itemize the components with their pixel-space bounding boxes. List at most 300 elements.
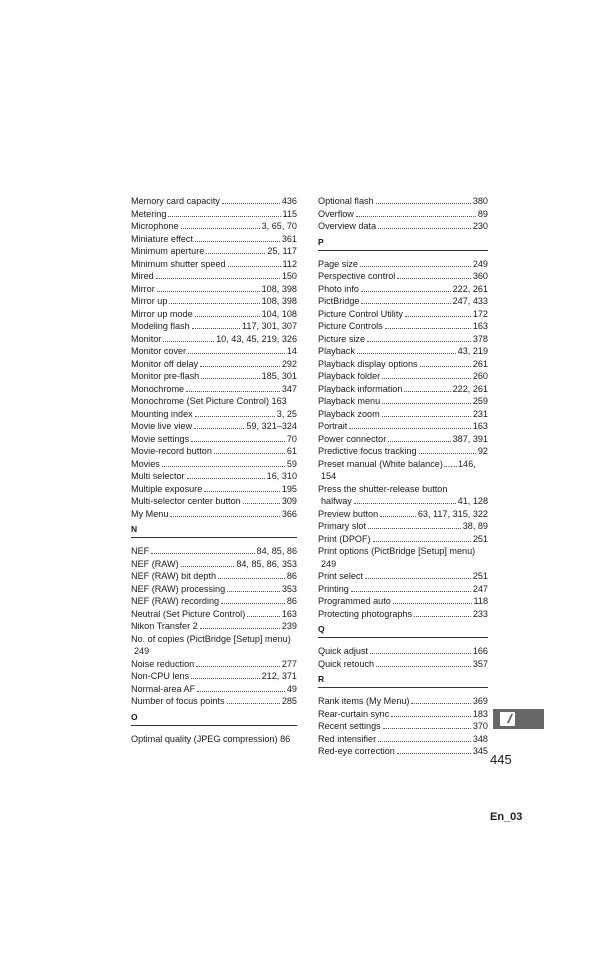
index-pages: 43, 219: [457, 346, 488, 356]
index-entry: [318, 208, 488, 221]
leader-dots: [376, 202, 471, 204]
index-entry: [318, 645, 488, 658]
index-term: Power connector: [318, 433, 387, 444]
index-pages: 249: [134, 646, 150, 656]
index-entry: [318, 745, 488, 758]
index-pages: 108, 398: [261, 283, 297, 294]
index-entry: [318, 545, 488, 570]
leader-dots: [388, 440, 450, 442]
index-entry: [131, 570, 297, 583]
leader-dots: [382, 415, 471, 417]
index-pages: 163: [472, 321, 488, 331]
page-number: 445: [490, 752, 512, 767]
index-column-left: [131, 195, 297, 745]
index-entry: [131, 220, 297, 233]
index-entry: [131, 470, 297, 483]
index-entry: [318, 270, 488, 283]
index-pages: 118: [473, 596, 488, 606]
index-pages: 150: [281, 271, 297, 281]
index-term: NEF (RAW): [131, 558, 179, 569]
index-entry: [131, 245, 297, 258]
index-pages: 14: [286, 346, 297, 356]
index-term: Picture Control Utility: [318, 308, 403, 319]
index-pages: 59: [286, 458, 297, 469]
index-term: Picture size: [318, 333, 366, 344]
index-entry: [318, 483, 488, 508]
index-entry: [131, 420, 297, 433]
index-entry: [131, 208, 297, 221]
leader-dots: [227, 702, 280, 704]
leader-dots: [378, 227, 471, 229]
index-pages: 251: [472, 533, 488, 544]
index-pages: 92: [477, 446, 488, 456]
leader-dots: [192, 327, 240, 329]
leader-dots: [397, 752, 471, 754]
index-term: Page size: [318, 258, 358, 269]
index-entry: [131, 495, 297, 508]
index-pages: 84, 85, 86, 353: [236, 558, 297, 569]
index-pages: 231: [472, 408, 488, 419]
index-entry: [131, 195, 297, 208]
index-pages: 25, 117: [267, 246, 297, 256]
index-entry: [131, 320, 297, 333]
leader-dots: [382, 377, 471, 379]
leader-dots: [351, 590, 471, 592]
index-pages: 387, 391: [452, 433, 488, 444]
index-pages: 292: [281, 358, 297, 369]
leader-dots: [349, 427, 471, 429]
leader-dots: [357, 352, 456, 354]
index-term: Playback information: [318, 383, 403, 394]
index-entry: [318, 733, 488, 746]
index-term: Number of focus points: [131, 696, 225, 706]
index-pages: 380: [472, 196, 488, 206]
index-term: Minimum aperture: [131, 246, 205, 256]
index-term: Red intensifier: [318, 733, 377, 744]
index-term: Rear-curtain sync: [318, 708, 390, 719]
index-entry: [318, 320, 488, 333]
index-entry: [318, 695, 488, 708]
index-term: Multi selector: [131, 471, 185, 481]
index-pages: 104, 108: [261, 308, 297, 319]
index-entry: [131, 408, 297, 421]
index-term: Playback: [318, 346, 355, 356]
index-pages: 239: [281, 621, 297, 631]
leader-dots: [194, 427, 244, 429]
index-pages: 230: [472, 221, 488, 231]
index-term: NEF (RAW) bit depth: [131, 571, 217, 581]
index-entry: [131, 333, 297, 346]
index-term: My Menu: [131, 508, 169, 519]
index-term: Mirror: [131, 283, 155, 294]
leader-dots: [393, 602, 472, 604]
index-pages: 59, 321–324: [246, 421, 297, 431]
leader-dots: [368, 527, 461, 529]
index-term: Memory card capacity: [131, 196, 220, 206]
leader-dots: [169, 302, 259, 304]
index-term: Playback folder: [318, 371, 381, 381]
index-letter-heading: O: [131, 708, 297, 726]
index-pages: 247: [472, 583, 488, 594]
index-term: Movie-record button: [131, 446, 212, 456]
index-term: Print options (PictBridge [Setup] menu): [318, 546, 476, 556]
index-term: Protecting photographs: [318, 608, 413, 619]
leader-dots: [360, 265, 471, 267]
index-entry: [318, 395, 488, 408]
index-entry: [131, 608, 297, 621]
index-term: NEF (RAW) processing: [131, 583, 226, 594]
leader-dots: [228, 265, 281, 267]
index-entry: [318, 433, 488, 446]
index-pages: 212, 371: [261, 671, 297, 681]
index-term: Recent settings: [318, 721, 381, 731]
index-term: Press the shutter-release button: [318, 483, 448, 494]
index-entry: [318, 345, 488, 358]
index-pages: 353: [281, 583, 297, 594]
leader-dots: [201, 377, 259, 379]
index-pages: 84, 85, 86: [256, 546, 297, 556]
index-entry: [318, 308, 488, 321]
index-term: Playback zoom: [318, 408, 380, 419]
index-entry: [131, 545, 297, 558]
index-letter-heading: Q: [318, 620, 488, 638]
index-entry: [318, 520, 488, 533]
leader-dots: [191, 440, 285, 442]
index-pages: 222, 261: [452, 383, 488, 394]
leader-dots: [195, 240, 280, 242]
index-term: Movie live view: [131, 421, 193, 431]
index-term: Multi-selector center button: [131, 496, 241, 506]
leader-dots: [404, 390, 450, 392]
index-entry: [131, 733, 297, 746]
index-entry: [131, 233, 297, 246]
index-pages: 41, 128: [457, 496, 488, 506]
leader-dots: [227, 590, 280, 592]
index-term: Nikon Transfer 2: [131, 621, 198, 631]
index-entry: [131, 670, 297, 683]
index-pages: 370: [472, 721, 488, 731]
index-entry: [318, 358, 488, 371]
index-entry: [318, 508, 488, 521]
index-entry: [131, 270, 297, 283]
index-term: Playback display options: [318, 358, 418, 369]
index-term: Microphone: [131, 221, 179, 231]
index-pages: 247, 433: [452, 296, 488, 306]
leader-dots: [385, 327, 471, 329]
leader-dots: [157, 290, 260, 292]
leader-dots: [221, 602, 285, 604]
index-pages: 108, 398: [261, 296, 297, 306]
index-term: NEF (RAW) recording: [131, 596, 220, 606]
index-entry: [318, 708, 488, 721]
index-entry: [131, 283, 297, 296]
index-entry: [318, 570, 488, 583]
index-pages: 436: [281, 196, 297, 206]
index-entry: [318, 283, 488, 296]
index-entry: [131, 483, 297, 496]
index-pages: 163: [281, 608, 297, 619]
index-entry: [318, 583, 488, 596]
index-pages: 163: [271, 396, 287, 406]
index-entry: [131, 308, 297, 321]
index-pages: 309: [281, 496, 297, 506]
index-entry: [131, 370, 297, 383]
index-pages: 369: [472, 696, 488, 706]
leader-dots: [391, 715, 471, 717]
index-pages: 360: [472, 271, 488, 281]
leader-dots: [181, 227, 260, 229]
index-term: Monitor cover: [131, 346, 187, 356]
footer-code: En_03: [490, 811, 523, 823]
index-letter-heading: P: [318, 233, 488, 251]
leader-dots: [218, 577, 285, 579]
index-entry: [318, 533, 488, 546]
index-entry: [131, 345, 297, 358]
index-entry: [131, 583, 297, 596]
index-term: Neutral (Set Picture Control): [131, 608, 246, 619]
index-term: Portrait: [318, 421, 348, 431]
index-entry: [318, 220, 488, 233]
index-pages: 260: [472, 371, 488, 381]
index-pages: 172: [472, 308, 488, 319]
index-pages: 89: [477, 208, 488, 219]
index-pages: 185, 301: [261, 371, 297, 381]
index-term: Red-eye correction: [318, 746, 395, 756]
leader-dots: [397, 277, 470, 279]
index-pages: 115: [282, 208, 297, 219]
index-term: Monitor: [131, 333, 162, 344]
index-term: Picture Controls: [318, 321, 383, 331]
index-term: Monitor off delay: [131, 358, 199, 369]
index-term: Mirror up: [131, 296, 168, 306]
leader-dots: [382, 402, 471, 404]
index-pages: 163: [472, 421, 488, 431]
index-term: Print select: [318, 571, 363, 581]
index-letter-heading: R: [318, 670, 488, 688]
index-entry: [131, 620, 297, 633]
leader-dots: [383, 727, 471, 729]
index-entry: [318, 258, 488, 271]
index-entry: [318, 333, 488, 346]
leader-dots: [151, 552, 254, 554]
index-pages: 285: [281, 696, 297, 706]
index-entry: [318, 595, 488, 608]
leader-dots: [200, 365, 280, 367]
index-pages: 3, 25: [276, 408, 297, 419]
leader-dots: [195, 415, 275, 417]
leader-dots: [243, 502, 280, 504]
index-entry: [131, 683, 297, 696]
index-pages: 347: [281, 383, 297, 394]
index-pages: 251: [472, 571, 488, 581]
leader-dots: [163, 340, 214, 342]
leader-dots: [200, 627, 280, 629]
leader-dots: [197, 690, 285, 692]
index-pages: 366: [281, 508, 297, 519]
leader-dots: [365, 577, 471, 579]
index-entry: [131, 445, 297, 458]
leader-dots: [170, 515, 279, 517]
index-term: Quick adjust: [318, 646, 369, 656]
index-term: Mounting index: [131, 408, 193, 419]
index-entry: [318, 608, 488, 621]
leader-dots: [380, 515, 416, 517]
index-pages: 49: [286, 683, 297, 694]
index-term: Optimal quality (JPEG compression): [131, 733, 278, 744]
leader-dots: [206, 252, 265, 254]
leader-dots: [411, 702, 470, 704]
index-term: Perspective control: [318, 271, 396, 281]
index-pages: 16, 310: [266, 471, 297, 481]
index-pages: 63, 117, 315, 322: [417, 508, 488, 519]
leader-dots: [419, 452, 476, 454]
index-term: Preset manual (White balance)......146,: [318, 458, 476, 469]
leader-dots: [187, 477, 265, 479]
index-entry: [131, 558, 297, 571]
index-pages: 86: [286, 596, 297, 606]
index-entry: [318, 195, 488, 208]
leader-dots: [356, 215, 476, 217]
leader-dots: [370, 652, 471, 654]
index-entry: [131, 295, 297, 308]
leader-dots: [204, 490, 280, 492]
index-term: Optional flash: [318, 196, 374, 206]
index-entry: [318, 383, 488, 396]
index-pages: 357: [472, 658, 488, 669]
index-column-right: [318, 195, 488, 758]
leader-dots: [414, 615, 471, 617]
index-term-continued: halfway: [321, 496, 352, 506]
leader-dots: [195, 315, 260, 317]
index-pages: 348: [472, 733, 488, 744]
index-term: Normal-area AF: [131, 683, 196, 694]
index-term: Modeling flash: [131, 321, 190, 331]
index-entry: [131, 695, 297, 708]
index-term: Photo info: [318, 283, 359, 294]
index-term: Printing: [318, 583, 349, 594]
index-pages: 183: [472, 708, 488, 719]
index-term: Primary slot: [318, 521, 366, 531]
index-pages: 195: [281, 483, 297, 494]
index-term: Multiple exposure: [131, 483, 203, 494]
leader-dots: [222, 202, 280, 204]
index-entry: [131, 633, 297, 658]
index-pages: 112: [282, 258, 297, 269]
index-pages: 345: [472, 746, 488, 756]
index-term: Mirror up mode: [131, 308, 193, 319]
index-pages: 38, 89: [462, 521, 488, 531]
index-entry: [131, 358, 297, 371]
index-entry: [318, 658, 488, 671]
leader-dots: [354, 502, 456, 504]
index-entry: [318, 720, 488, 733]
index-tab-icon: [500, 712, 515, 726]
leader-dots: [361, 302, 450, 304]
index-term: Programmed auto: [318, 596, 391, 606]
index-entry: [131, 383, 297, 396]
index-entry: [318, 295, 488, 308]
index-entry: [131, 658, 297, 671]
index-term: Mired: [131, 271, 154, 281]
leader-dots: [186, 390, 280, 392]
index-term: Non-CPU lens: [131, 671, 190, 681]
index-pages: 249: [321, 558, 337, 569]
leader-dots: [378, 740, 471, 742]
index-pages: 86: [280, 733, 291, 744]
index-pages: 277: [281, 658, 297, 669]
index-term: Overflow: [318, 208, 354, 219]
leader-dots: [214, 452, 285, 454]
leader-dots: [196, 665, 280, 667]
index-pages: 261: [472, 358, 488, 369]
index-term: Print (DPOF): [318, 533, 371, 544]
index-term: Quick retouch: [318, 658, 375, 669]
index-term: Miniature effect: [131, 233, 194, 244]
leader-dots: [376, 665, 471, 667]
index-pages: 86: [286, 571, 297, 581]
index-entry: [131, 433, 297, 446]
index-term: Rank items (My Menu): [318, 696, 410, 706]
index-term: Minimum shutter speed: [131, 258, 226, 269]
index-term: PictBridge: [318, 296, 360, 306]
index-subline: [318, 495, 488, 508]
index-pages: 249: [472, 258, 488, 269]
index-pages: 378: [472, 333, 488, 344]
index-term: No. of copies (PictBridge [Setup] menu): [131, 633, 291, 644]
leader-dots: [361, 290, 451, 292]
index-term: Playback menu: [318, 396, 381, 406]
leader-dots: [420, 365, 471, 367]
index-pages: 10, 43, 45, 219, 326: [216, 333, 297, 344]
index-entry: [131, 258, 297, 271]
index-term: Preview button: [318, 508, 379, 519]
index-entry: [318, 420, 488, 433]
index-term: Movie settings: [131, 433, 190, 444]
index-term: Metering: [131, 208, 167, 219]
index-term: Monitor pre-flash: [131, 371, 200, 381]
leader-dots: [188, 352, 285, 354]
index-entry: [131, 595, 297, 608]
index-entry: [318, 458, 488, 483]
leader-dots: [168, 215, 280, 217]
index-term: Noise reduction: [131, 658, 195, 669]
index-term: NEF: [131, 546, 150, 556]
leader-dots: [405, 315, 471, 317]
index-pages: 233: [472, 608, 488, 619]
index-term: Monochrome: [131, 383, 185, 394]
index-pages: 166: [472, 646, 488, 656]
index-pages: 259: [472, 396, 488, 406]
leader-dots: [162, 465, 285, 467]
index-term: Overview data: [318, 221, 377, 231]
leader-dots: [373, 540, 471, 542]
index-entry: [318, 408, 488, 421]
index-pages: 3, 65, 70: [261, 221, 297, 231]
index-entry: [131, 458, 297, 471]
index-entry: [131, 395, 297, 408]
index-pages: 361: [281, 233, 297, 244]
index-pages: 117, 301, 307: [242, 321, 297, 331]
index-term: Movies: [131, 458, 160, 469]
index-pages: 222, 261: [452, 283, 488, 294]
index-term: Monochrome (Set Picture Control): [131, 396, 269, 406]
index-entry: [318, 370, 488, 383]
leader-dots: [367, 340, 471, 342]
index-pages: 154: [321, 471, 337, 481]
leader-dots: [181, 565, 235, 567]
leader-dots: [191, 677, 259, 679]
index-letter-heading: N: [131, 520, 297, 538]
